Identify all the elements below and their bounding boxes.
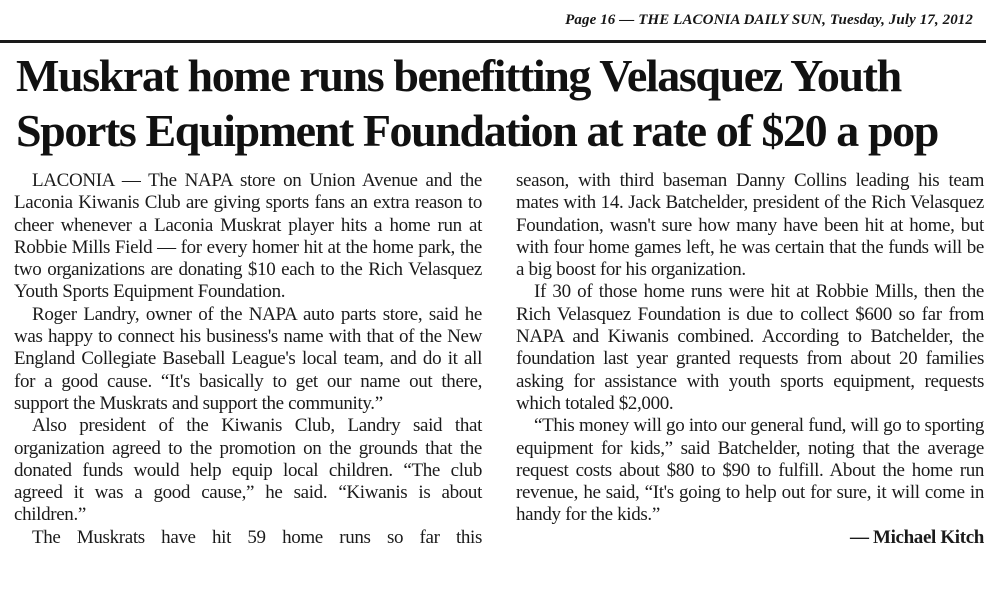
headline-line-2: Sports Equipment Foundation at rate of $20 a pop: [16, 105, 938, 156]
article-paragraph: season, with third baseman Danny Collins leading his team mates with 14. Jack Batchelder, president of the Rich Velasquez Foundation, wasn't sure how many have been hit at home, but with four home games left, he was certain that the funds will be a big boost for his organization.: [516, 170, 984, 281]
article-paragraph: If 30 of those home runs were hit at Robbie Mills, then the Rich Velasquez Foundation is due to collect $600 so far from NAPA and Kiwanis combined. According to Batchelder, the foundation last year granted requests from about 20 families asking for assistance with youth sports equipment, requests which totaled $2,000.: [516, 281, 984, 414]
article-column-right: [516, 170, 984, 549]
headline-line-1: Muskrat home runs benefitting Velasquez Youth: [16, 50, 901, 101]
article-column-left: [14, 170, 482, 549]
article-paragraph: The Muskrats have hit 59 home runs so far this: [32, 526, 482, 548]
article-byline: — Michael Kitch: [849, 526, 984, 548]
article-paragraph: Also president of the Kiwanis Club, Landry said that organization agreed to the promotion on the grounds that the donated funds would help equip local children. “The club agreed it was a good cause,” he said. “Kiwanis is about children.”: [14, 415, 482, 526]
article-paragraph: Roger Landry, owner of the NAPA auto parts store, said he was happy to connect his business's name with that of the New England Collegiate Baseball League's local team, and do it all for a good cause. “It's basically to get our name out there, support the Muskrats and support the community.”: [14, 303, 482, 414]
folio-divider: [0, 40, 986, 43]
article-paragraph: LACONIA — The NAPA store on Union Avenue and the Laconia Kiwanis Club are giving sports fans an extra reason to cheer whenever a Laconia Muskrat player hits a home run at Robbie Mills Field — for every homer hit at the home park, the two organizations are donating $10 each to the Rich Velasquez Youth Sports Equipment Foundation.: [14, 170, 482, 303]
page-folio: Page 16 — THE LACONIA DAILY SUN, Tuesday, July 17, 2012: [565, 12, 973, 28]
article-paragraph: “This money will go into our general fund, will go to sporting equipment for kids,” said Batchelder, noting that the average request costs about $80 to $90 to fulfill. About the home run revenue, he said, “It's going to help out for sure, it will come in handy for the kids.”: [516, 415, 984, 526]
article-headline: [16, 48, 991, 158]
